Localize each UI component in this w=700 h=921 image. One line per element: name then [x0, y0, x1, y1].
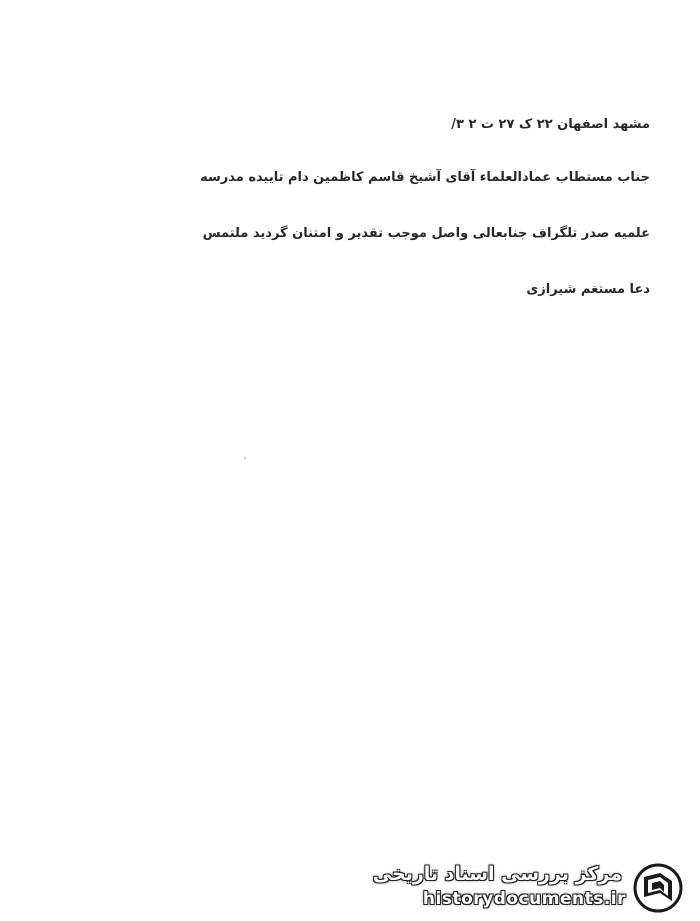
archive-book-logo-icon — [632, 863, 684, 913]
watermark — [372, 861, 688, 913]
telegram-body-line-1: جناب مستطاب عمادالعلماء آقای آشیخ قاسم کاظمین دام تاییده مدرسه — [200, 170, 650, 185]
telegram-signature-line: دعا مستغم شیرازی — [526, 282, 650, 297]
telegram-body-line-2: علمیه صدر تلگراف جنابعالی واصل موجب تقدیر و امتنان گردید ملتمس — [202, 226, 650, 241]
telegram-header: مشهد اصفهان ۲۲ ک ۲۷ ت ۲ ۳/ — [451, 117, 650, 132]
scan-speck — [244, 457, 246, 459]
watermark-url: historydocuments.ir — [422, 889, 626, 909]
watermark-title: مرکز بررسی اسناد تاریخی — [372, 863, 622, 885]
